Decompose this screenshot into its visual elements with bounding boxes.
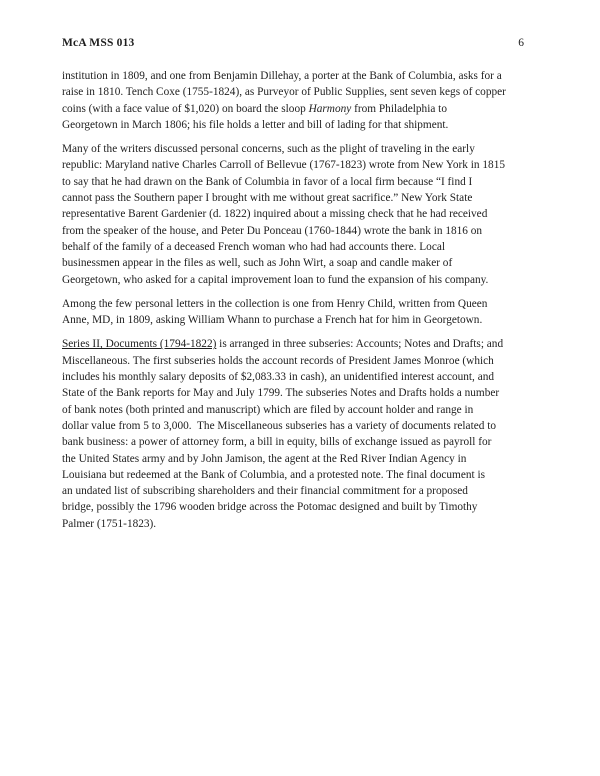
text-line bbox=[62, 467, 540, 483]
text-line bbox=[62, 223, 540, 239]
text-segment: the United States army and by John Jamison, the agent at the Red River Indian Agency in bbox=[62, 452, 467, 465]
text-segment: State of the Bank reports for May and July 1799. The subseries Notes and Drafts holds a number bbox=[62, 387, 500, 400]
text-segment: includes his monthly salary deposits of $2,083.33 in cash), an unidentified interest account, and bbox=[62, 371, 495, 384]
text-line bbox=[62, 239, 540, 255]
text-segment: of bank notes (both printed and manuscript) which are filed by account holder and range in bbox=[62, 403, 474, 416]
text-line bbox=[62, 190, 540, 206]
text-line bbox=[62, 272, 540, 288]
text-line bbox=[62, 157, 540, 173]
text-line bbox=[62, 418, 540, 434]
text-segment: Miscellaneous. The first subseries holds the account records of President James Monroe (which bbox=[62, 354, 494, 367]
text-line bbox=[62, 369, 540, 385]
text-segment: Series II, Documents (1794-1822) bbox=[62, 338, 217, 351]
text-segment: from Philadelphia to bbox=[351, 102, 447, 115]
text-segment: an undated list of subscribing shareholders and their financial commitment for a proposed bbox=[62, 485, 468, 498]
text-line bbox=[62, 312, 540, 328]
text-segment: coins (with a face value of $1,020) on board the sloop bbox=[62, 102, 309, 115]
text-segment: Georgetown in March 1806; his file holds a letter and bill of lading for that shipment. bbox=[62, 118, 449, 131]
text-line bbox=[62, 516, 540, 532]
text-segment: from the speaker of the house, and Peter Du Ponceau (1760-1844) wrote the bank in 1816 on bbox=[62, 224, 483, 237]
text-segment: Palmer (1751-1823). bbox=[62, 517, 157, 530]
document-body bbox=[62, 68, 540, 540]
text-line bbox=[62, 84, 540, 100]
text-line bbox=[62, 296, 540, 312]
text-segment: businessmen appear in the files as well, such as John Wirt, a soap and candle maker of bbox=[62, 257, 453, 270]
text-line bbox=[62, 336, 540, 352]
text-segment: Anne, MD, in 1809, asking William Whann to purchase a French hat for him in Georgetown. bbox=[62, 314, 483, 327]
text-line bbox=[62, 385, 540, 401]
collection-id: McA MSS 013 bbox=[62, 37, 135, 49]
text-segment: Among the few personal letters in the collection is one from Henry Child, written from Queen bbox=[62, 297, 488, 310]
text-segment: bank business: a power of attorney form, a bill in equity, bills of exchange issued as payroll for bbox=[62, 436, 492, 449]
text-segment: bridge, possibly the 1796 wooden bridge across the Potomac designed and built by Timothy bbox=[62, 501, 478, 514]
text-line bbox=[62, 353, 540, 369]
paragraph bbox=[62, 336, 540, 532]
paragraph bbox=[62, 68, 540, 133]
text-segment: to say that he had drawn on the Bank of Columbia in favor of a local firm because “I find I bbox=[62, 175, 473, 188]
text-line bbox=[62, 141, 540, 157]
text-segment: raise in 1810. Tench Coxe (1755-1824), as Purveyor of Public Supplies, sent seven kegs of copper bbox=[62, 86, 506, 99]
text-segment: Many of the writers discussed personal concerns, such as the plight of traveling in the early bbox=[62, 143, 475, 156]
text-segment: Louisiana but redeemed at the Bank of Columbia, and a protested note. The final document is bbox=[62, 468, 485, 481]
text-segment: Georgetown, who asked for a capital improvement loan to fund the expansion of his company. bbox=[62, 273, 489, 286]
text-line bbox=[62, 68, 540, 84]
paragraph bbox=[62, 296, 540, 329]
text-line bbox=[62, 499, 540, 515]
text-segment: dollar value from 5 to 3,000. The Miscellaneous subseries has a variety of documents related to bbox=[62, 419, 496, 432]
page-number: 6 bbox=[518, 37, 524, 49]
text-line bbox=[62, 206, 540, 222]
text-line bbox=[62, 255, 540, 271]
text-segment: republic: Maryland native Charles Carroll of Bellevue (1767-1823) wrote from New York in 1815 bbox=[62, 159, 505, 172]
text-line bbox=[62, 174, 540, 190]
text-line bbox=[62, 434, 540, 450]
text-line bbox=[62, 483, 540, 499]
text-segment: is arranged in three subseries: Accounts; Notes and Drafts; and bbox=[216, 338, 504, 351]
text-segment: Harmony bbox=[308, 102, 352, 115]
text-segment: behalf of the family of a deceased French woman who had had accounts there. Local bbox=[62, 240, 445, 253]
text-line bbox=[62, 117, 540, 133]
page-header bbox=[62, 36, 538, 50]
text-segment: representative Barent Gardenier (d. 1822) inquired about a missing check that he had received bbox=[62, 208, 488, 221]
paragraph bbox=[62, 141, 540, 288]
text-segment: institution in 1809, and one from Benjamin Dillehay, a porter at the Bank of Columbia, asks for a bbox=[62, 70, 502, 82]
text-line bbox=[62, 402, 540, 418]
text-line bbox=[62, 451, 540, 467]
text-segment: cannot pass the Southern paper I brought with me without great sacrifice.” New York State bbox=[62, 192, 473, 205]
text-line bbox=[62, 101, 540, 117]
